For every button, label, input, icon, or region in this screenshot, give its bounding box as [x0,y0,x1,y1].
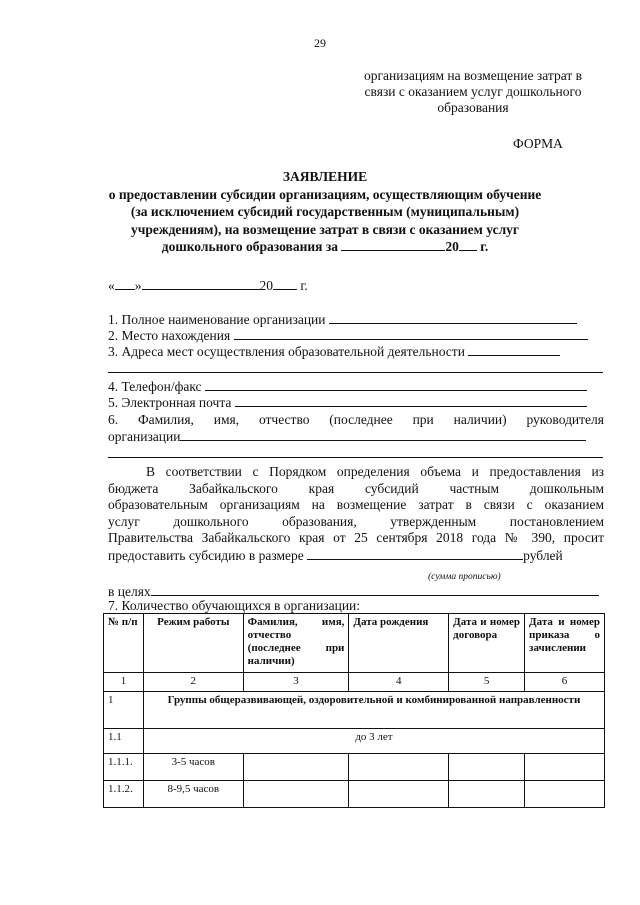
cell-contract[interactable] [449,781,525,808]
title-word: ЗАЯВЛЕНИЕ [282,169,368,184]
field-activity-addresses [108,343,560,360]
field-label: 3. Адреса мест осуществления образовательной деятельности [108,344,465,359]
cell-contract[interactable] [449,754,525,781]
subsidy-amount-label: предоставить субсидию в размере [108,547,304,563]
header-cell-mode: Режим работы [143,614,243,673]
cell-birth-date[interactable] [349,781,449,808]
title-year-suffix: г. [480,239,489,254]
cell-full-name[interactable] [243,781,349,808]
field-organization-name [108,311,577,328]
group-row [104,692,605,729]
column-number: 1 [104,673,144,692]
column-number: 5 [449,673,525,692]
paragraph-line: услуг дошкольного образования, утвержденным постановлением [108,513,604,529]
title-line: (за исключением субсидий государственным (муниципальным) [130,204,520,219]
period-blank[interactable] [341,238,445,251]
sum-in-words-note: (сумма прописью) [428,572,501,582]
cell-full-name[interactable] [243,754,349,781]
attachment-header [348,68,598,116]
header-cell-number: № п/п [104,614,144,673]
field-label: 1. Полное наименование организации [108,312,326,327]
age-title: до 3 лет [143,729,604,754]
group-number: 1 [104,692,144,729]
header-cell-full-name: Фамилия, имя, отчество (последнее при наличии) [243,614,349,673]
header-line: связи с оказанием услуг дошкольного [364,84,582,99]
row-mode: 8-9,5 часов [143,781,243,808]
field-students-count: 7. Количество обучающихся в организации: [108,598,361,613]
email-blank[interactable] [235,394,587,407]
paragraph-line: бюджета Забайкальского края субсидий частным дошкольным [108,480,604,496]
row-mode: 3-5 часов [143,754,243,781]
form-label: ФОРМА [513,136,563,151]
paragraph-line: В соответствии с Порядком определения объема и предоставления из [146,464,604,479]
title-line-period [90,238,560,256]
field-label: 4. Телефон/факс [108,379,202,394]
table-row [104,781,605,808]
cell-birth-date[interactable] [349,754,449,781]
field-head-name: 6. Фамилия, имя, отчество (последнее при наличии) руководителя [108,412,604,427]
header-cell-order: Дата и номер приказа о зачислении [525,614,605,673]
close-quote: » [134,278,142,293]
page-number: 29 [314,36,326,50]
header-cell-contract: Дата и номер договора [449,614,525,673]
date-year: 20 [259,278,273,293]
age-row [104,729,605,754]
row-number: 1.1.1. [104,754,144,781]
title-line: учреждениям), на возмещение затрат в связи с оказанием услуг [130,221,520,237]
header-line: образования [437,100,509,115]
column-number: 3 [243,673,349,692]
year-digits-blank[interactable] [273,277,297,290]
location-blank[interactable] [234,327,588,340]
row-number: 1.1.2. [104,781,144,808]
header-cell-birth-date: Дата рождения [349,614,449,673]
paragraph-line: Правительства Забайкальского края от 25 сентября 2018 года № 390, просит [108,530,604,545]
column-number-row [104,673,605,692]
field-head-name-cont [108,428,586,445]
subsidy-amount-blank[interactable] [307,547,523,560]
date-suffix: г. [300,278,308,293]
field-email [108,394,587,411]
table-row [104,754,605,781]
field-label: 5. Электронная почта [108,395,232,410]
title-line: о предоставлении субсидии организациям, осуществляющим обучение [108,186,542,202]
cell-order[interactable] [525,754,605,781]
column-number: 2 [143,673,243,692]
field-location [108,327,588,344]
column-number: 6 [525,673,605,692]
header-line: организациям на возмещение затрат в [364,68,582,83]
activity-addresses-continuation-line[interactable] [108,372,603,373]
activity-addresses-blank[interactable] [468,343,560,356]
subsidy-amount-line [108,547,604,565]
document-title [90,168,560,256]
title-year: 20 [445,239,459,254]
age-number: 1.1 [104,729,144,754]
month-blank[interactable] [142,277,260,290]
year-blank[interactable] [459,238,477,251]
field-phone-fax [108,378,587,395]
field-label: 2. Место нахождения [108,328,231,343]
currency-label: рублей [523,547,563,563]
group-title: Группы общеразвивающей, оздоровительной и комбинированной направленности [143,692,604,729]
title-period-prefix: дошкольного образования за [161,239,339,254]
head-name-continuation-line[interactable] [108,457,603,458]
request-paragraph [108,464,604,564]
head-name-blank[interactable] [180,428,586,441]
table-header-row [104,614,605,673]
cell-order[interactable] [525,781,605,808]
date-line [108,277,308,294]
purpose-blank[interactable] [151,583,599,596]
organization-name-blank[interactable] [329,311,577,324]
phone-fax-blank[interactable] [205,378,587,391]
purpose-label: в целях [108,584,151,599]
day-blank[interactable] [115,277,135,290]
students-table [103,613,605,808]
column-number: 4 [349,673,449,692]
field-label: организации [108,429,181,444]
open-quote: « [108,278,115,293]
paragraph-line: образовательным организациям на возмещение затрат в связи с оказанием [108,497,604,512]
